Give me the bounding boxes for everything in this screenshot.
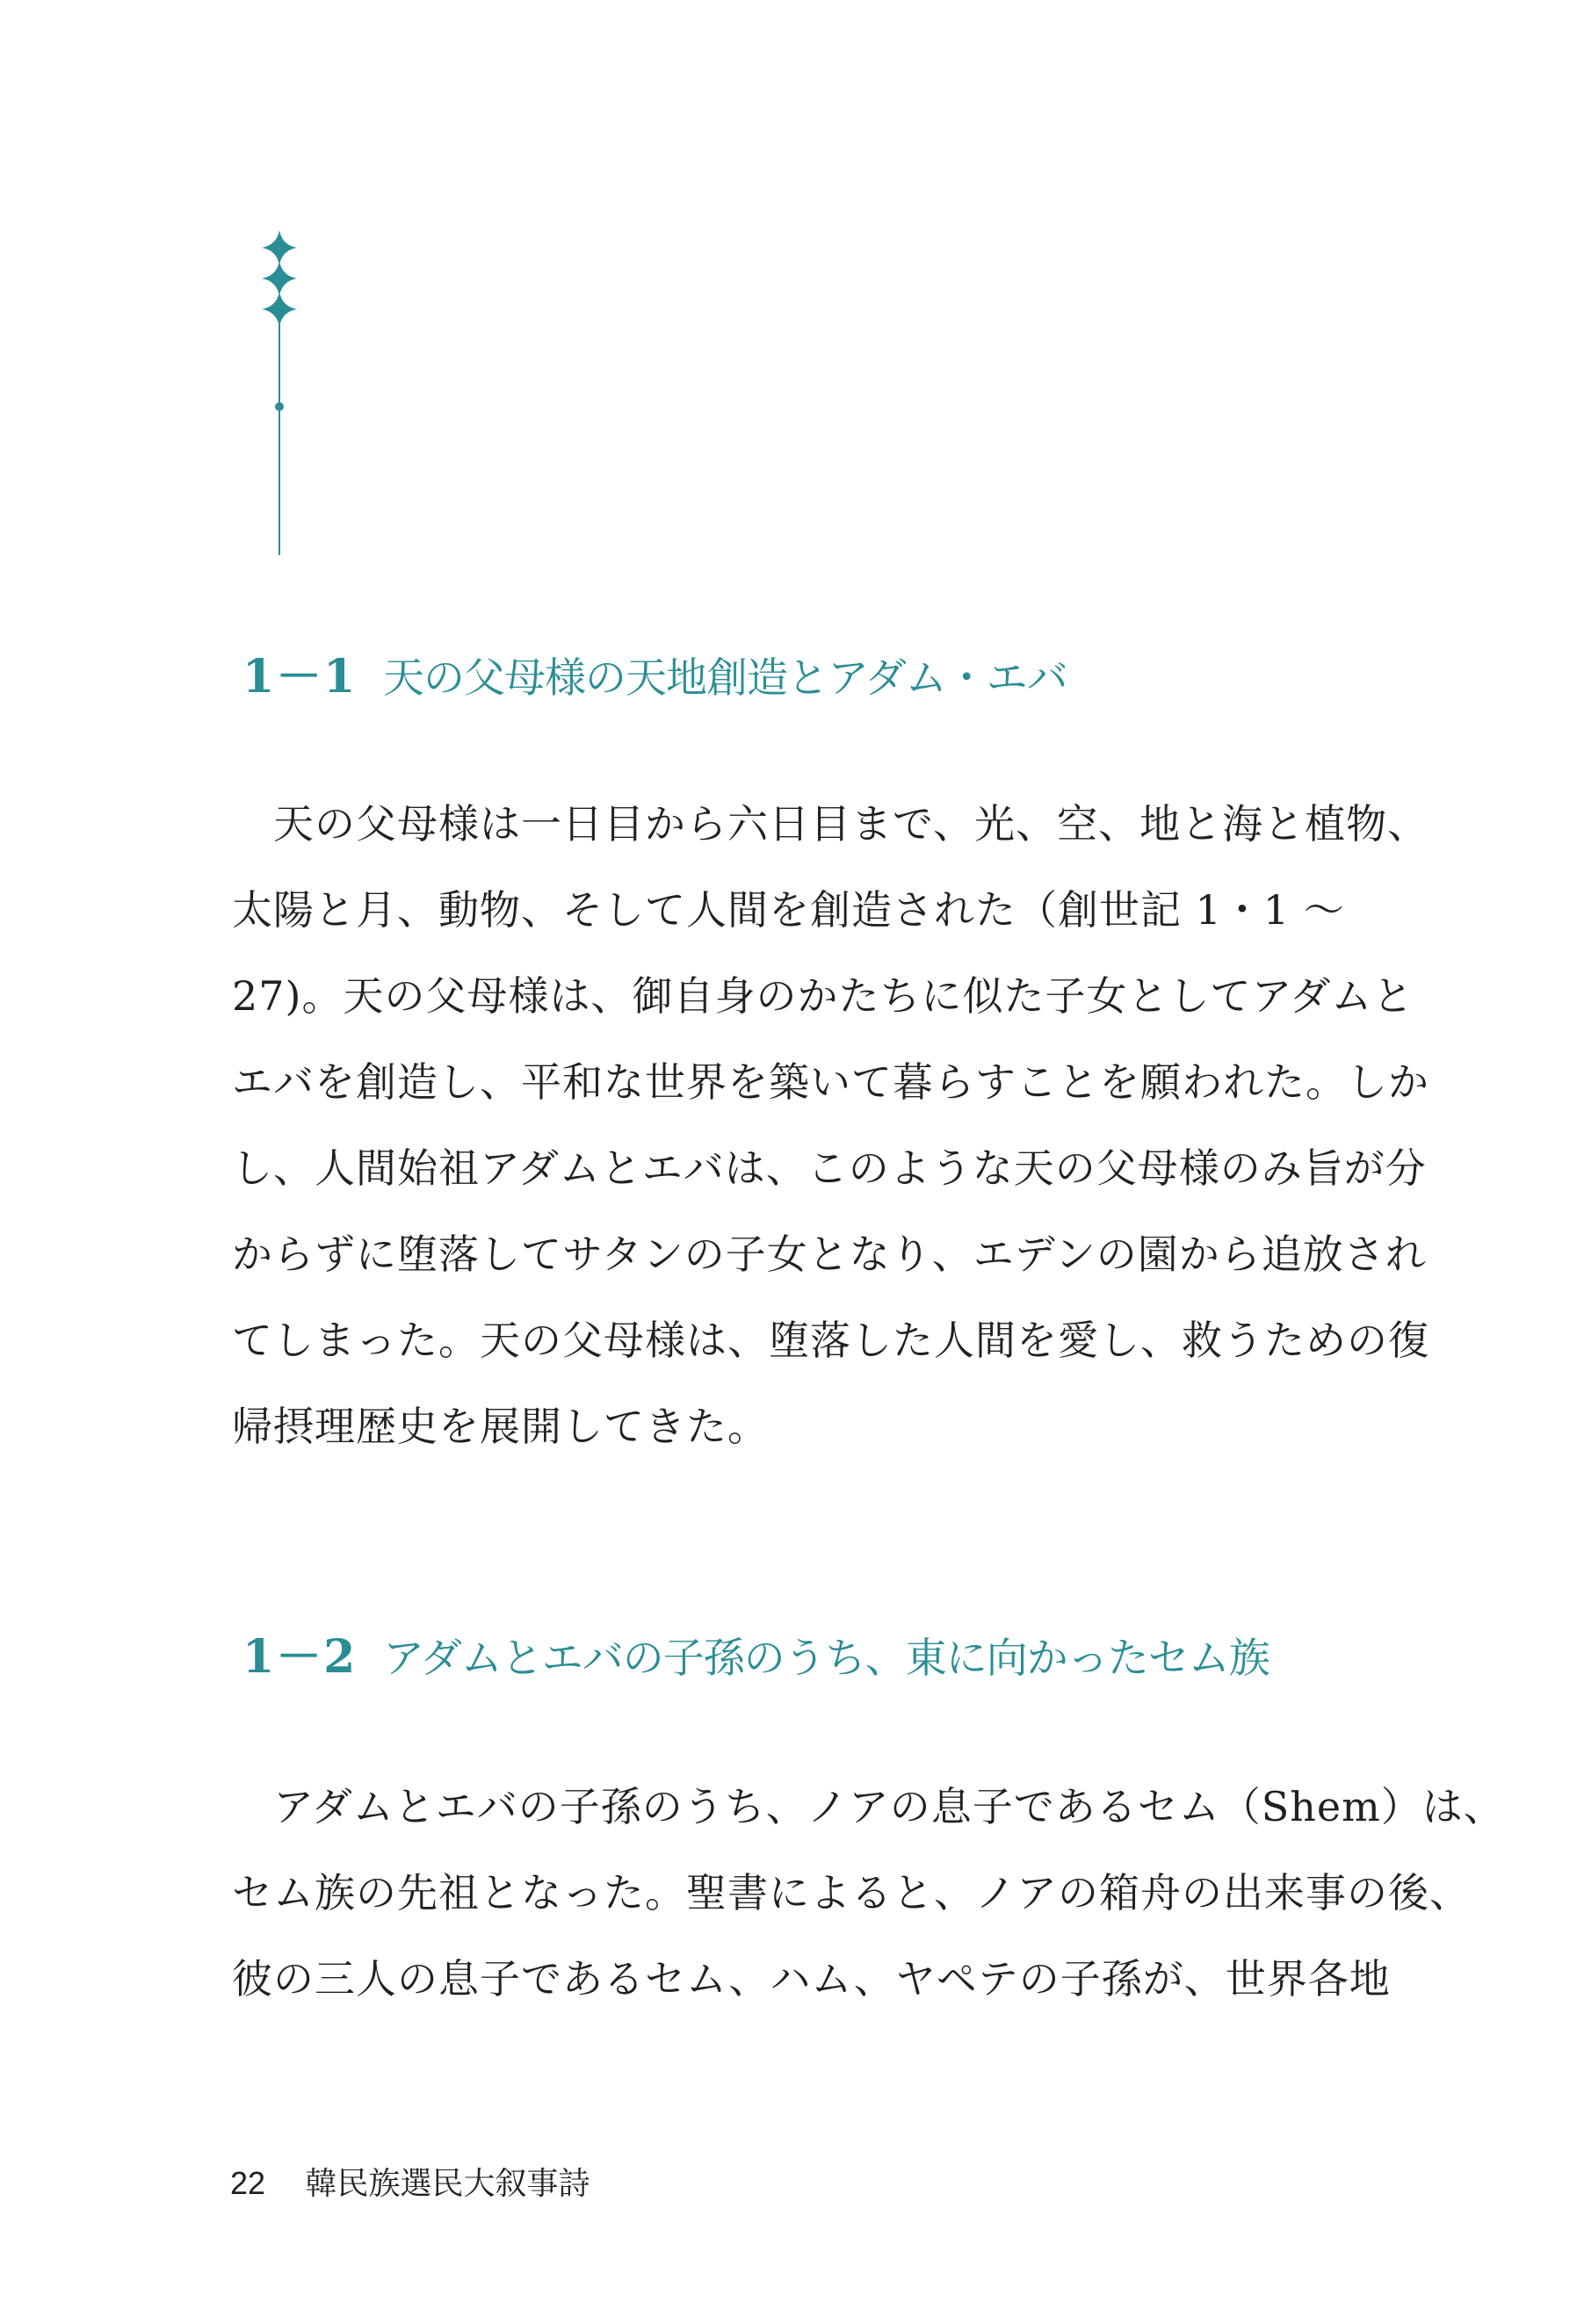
text-line: 27)。天の父母様は、御自身のかたちに似た子女としてアダムと [232,972,1414,1020]
text-line: し、人間始祖アダムとエバは、このような天の父母様のみ旨が分 [232,1144,1427,1192]
decorative-ornament-icon [255,230,304,555]
page-footer [230,2159,590,2204]
section-title: アダムとエバの子孫のうち、東に向かったセム族 [383,1635,1270,1683]
text-line: てしまった。天の父母様は、堕落した人間を愛し、救うための復 [232,1317,1429,1364]
text-line: 太陽と月、動物、そして人間を創造された（創世記 1・1 〜 [232,886,1345,934]
section-number: 1－2 [242,1630,358,1684]
page-number: 22 [230,2165,266,2201]
text-line: 彼の三人の息子であるセム、ハム、ヤペテの子孫が、世界各地 [232,1955,1391,2003]
section-heading-1-2 [242,1620,1270,1685]
book-title: 韓民族選民大叙事詩 [305,2166,590,2202]
text-line: 天の父母様は一日目から六日目まで、光、空、地と海と植物、 [232,800,1429,848]
text-line: 帰摂理歴史を展開してきた。 [232,1403,769,1450]
section-title: 天の父母様の天地創造とアダム・エバ [383,654,1067,703]
section-1-1-paragraph [232,781,1429,1469]
section-heading-1-1 [242,639,1067,705]
text-line: エバを創造し、平和な世界を築いて暮らすことを願われた。しか [232,1058,1429,1106]
section-1-2-paragraph [232,1764,1505,2022]
text-line: セム族の先祖となった。聖書によると、ノアの箱舟の出来事の後、 [232,1869,1471,1916]
section-number: 1－1 [242,650,358,704]
text-line: アダムとエバの子孫のうち、ノアの息子であるセム（Shem）は、 [232,1783,1505,1830]
text-line: からずに堕落してサタンの子女となり、エデンの園から追放され [232,1231,1427,1278]
